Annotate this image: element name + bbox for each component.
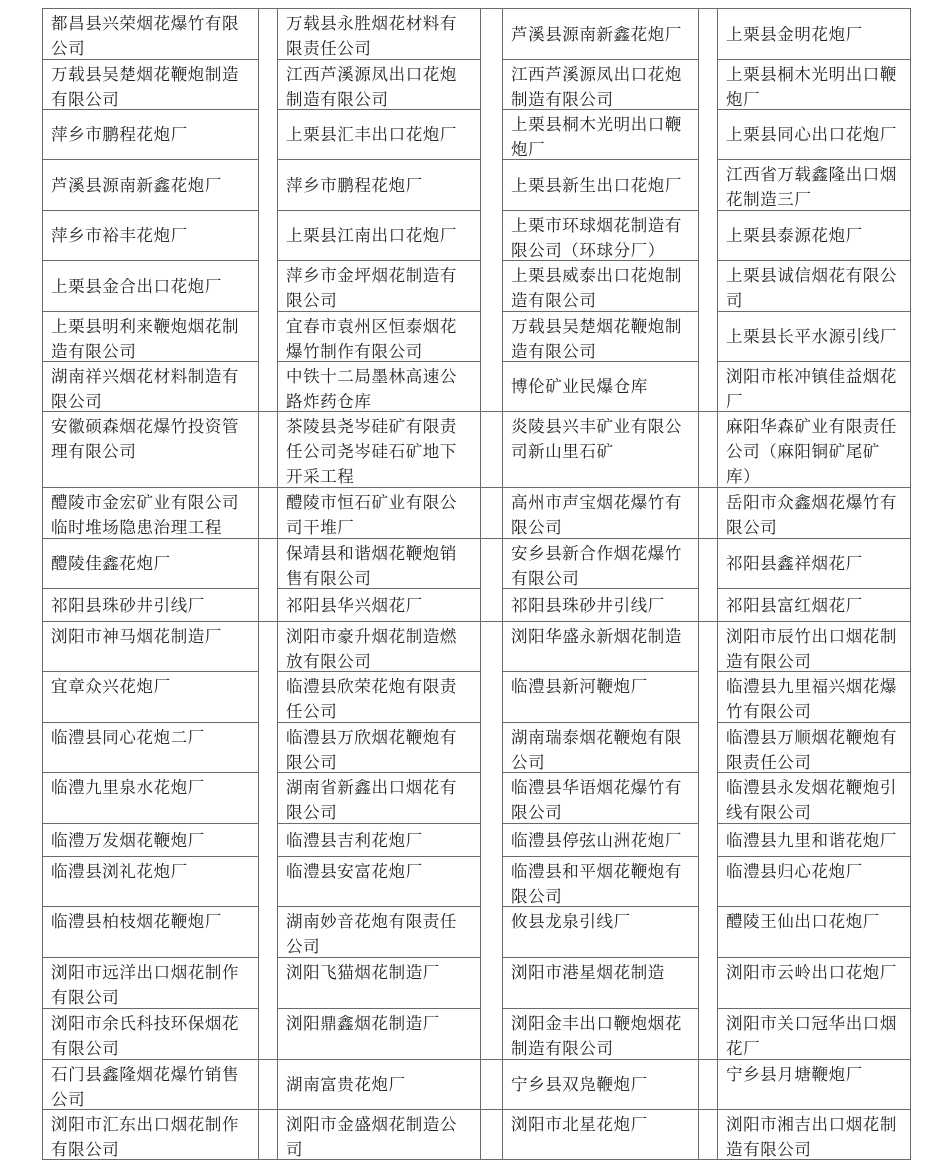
company-cell <box>718 1009 911 1060</box>
company-name: 临澧县万欣烟花鞭炮有限公司 <box>286 728 457 772</box>
company-name: 临澧县吉利花炮厂 <box>286 830 423 850</box>
company-name: 上栗县桐木光明出口鞭炮厂 <box>511 115 682 159</box>
company-name: 都昌县兴荣烟花爆竹有限公司 <box>51 14 240 58</box>
gutter-divider <box>481 538 502 539</box>
company-cell <box>718 110 911 160</box>
company-cell <box>43 589 259 622</box>
company-cell <box>278 488 481 539</box>
company-cell <box>718 907 911 958</box>
company-cell <box>278 160 481 211</box>
company-name: 博伦矿业民爆仓库 <box>511 377 648 396</box>
company-name: 芦溪县源南新鑫花炮厂 <box>51 175 222 195</box>
company-name: 临澧万发烟花鞭炮厂 <box>51 830 205 850</box>
company-name: 浏阳市关口冠华出口烟花厂 <box>726 1014 897 1058</box>
company-name: 临澧县柏枝烟花鞭炮厂 <box>51 912 222 931</box>
company-cell <box>278 539 481 589</box>
company-cell <box>503 9 699 60</box>
company-cell <box>43 907 259 958</box>
company-cell <box>278 261 481 312</box>
company-name: 上栗县江南出口花炮厂 <box>286 226 457 245</box>
company-cell <box>503 857 699 907</box>
company-name: 上栗县明利来鞭炮烟花制造有限公司 <box>51 317 240 361</box>
company-cell <box>718 60 911 110</box>
company-name: 江西芦溪源凤出口花炮制造有限公司 <box>511 65 682 109</box>
company-name: 临澧县浏礼花炮厂 <box>51 862 188 881</box>
company-cell <box>278 672 481 723</box>
company-cell <box>278 824 481 857</box>
company-cell <box>43 857 259 907</box>
gutter-divider <box>481 487 502 488</box>
company-cell <box>43 488 259 539</box>
company-cell <box>718 160 911 211</box>
company-cell <box>43 412 259 488</box>
company-cell <box>278 211 481 261</box>
company-name: 上栗县长平水源引线厂 <box>726 327 897 346</box>
company-name: 萍乡市鹏程花炮厂 <box>51 125 188 144</box>
company-name: 祁阳县珠砂井引线厂 <box>51 595 205 615</box>
company-cell <box>718 488 911 539</box>
company-name: 茶陵县尧岑硅矿有限责任公司尧岑硅石矿地下开采工程 <box>286 417 457 486</box>
company-name: 上栗县汇丰出口花炮厂 <box>286 125 457 144</box>
company-name: 祁阳县珠砂井引线厂 <box>511 595 665 615</box>
company-name: 临澧县归心花炮厂 <box>726 862 863 881</box>
company-name: 萍乡市裕丰花炮厂 <box>51 226 188 245</box>
gutter-divider <box>259 1109 277 1110</box>
gutter-divider <box>699 621 717 622</box>
company-cell <box>503 773 699 824</box>
company-name: 江西省万载鑫隆出口烟花制造三厂 <box>726 165 897 209</box>
company-cell <box>278 589 481 622</box>
company-cell <box>43 1110 259 1160</box>
company-cell <box>718 1110 911 1160</box>
company-name: 万载县吴楚烟花鞭炮制造有限公司 <box>51 65 240 109</box>
company-cell <box>503 412 699 488</box>
company-name: 浏阳市辰竹出口烟花制造有限公司 <box>726 627 897 671</box>
company-name: 浏阳市豪升烟花制造燃放有限公司 <box>286 627 457 671</box>
company-cell <box>503 362 699 412</box>
company-cell <box>503 60 699 110</box>
company-name: 上栗县同心出口花炮厂 <box>726 125 897 144</box>
company-cell <box>43 362 259 412</box>
company-name: 上栗县诚信烟花有限公司 <box>726 266 897 310</box>
gutter-divider <box>699 411 717 412</box>
column-gutter <box>259 9 278 1159</box>
company-cell <box>718 261 911 312</box>
company-cell <box>718 723 911 773</box>
company-cell <box>503 622 699 672</box>
company-cell <box>503 907 699 958</box>
company-cell <box>503 110 699 160</box>
company-cell <box>278 312 481 362</box>
company-cell <box>718 362 911 412</box>
company-cell <box>503 1060 699 1110</box>
gutter-divider <box>259 411 277 412</box>
company-name: 安徽硕森烟花爆竹投资管理有限公司 <box>51 417 240 461</box>
company-cell <box>278 773 481 824</box>
company-cell <box>43 723 259 773</box>
company-name: 上栗县泰源花炮厂 <box>726 226 863 245</box>
company-name: 浏阳市枨冲镇佳益烟花厂 <box>726 367 897 411</box>
company-name: 临澧县安富花炮厂 <box>286 862 423 881</box>
company-cell <box>43 824 259 857</box>
company-name: 安乡县新合作烟花爆竹有限公司 <box>511 544 682 588</box>
company-name: 祁阳县富红烟花厂 <box>726 595 863 615</box>
company-name: 浏阳市远洋出口烟花制作有限公司 <box>51 963 240 1007</box>
gutter-divider <box>699 538 717 539</box>
company-name: 保靖县和谐烟花鞭炮销售有限公司 <box>286 544 457 588</box>
company-name: 湖南瑞泰烟花鞭炮有限公司 <box>511 728 682 772</box>
company-name: 上栗县威泰出口花炮制造有限公司 <box>511 266 682 310</box>
company-name: 醴陵市恒石矿业有限公司干堆厂 <box>286 493 457 537</box>
company-cell <box>718 539 911 589</box>
company-name: 江西芦溪源凤出口花炮制造有限公司 <box>286 65 457 109</box>
company-name: 攸县龙泉引线厂 <box>511 912 631 931</box>
company-name: 祁阳县鑫祥烟花厂 <box>726 554 863 573</box>
company-name: 芦溪县源南新鑫花炮厂 <box>511 24 682 44</box>
gutter-divider <box>699 487 717 488</box>
company-cell <box>718 9 911 60</box>
company-cell <box>503 1009 699 1060</box>
company-name: 临澧县同心花炮二厂 <box>51 728 205 747</box>
column-gutter <box>481 9 503 1159</box>
gutter-divider <box>481 411 502 412</box>
company-name: 浏阳市港星烟花制造 <box>511 963 665 982</box>
company-cell <box>278 907 481 958</box>
company-name: 上栗县金明花炮厂 <box>726 24 863 44</box>
company-cell <box>43 672 259 723</box>
company-cell <box>43 60 259 110</box>
company-name: 石门县鑫隆烟花爆竹销售公司 <box>51 1065 240 1109</box>
company-name: 湖南祥兴烟花材料制造有限公司 <box>51 367 240 411</box>
company-name: 宜春市袁州区恒泰烟花爆竹制作有限公司 <box>286 317 457 361</box>
company-cell <box>43 160 259 211</box>
company-cell <box>278 60 481 110</box>
company-cell <box>43 958 259 1009</box>
company-cell <box>503 672 699 723</box>
company-cell <box>43 1060 259 1110</box>
company-name: 临澧县万顺烟花鞭炮有限责任公司 <box>726 728 897 772</box>
company-cell <box>718 958 911 1009</box>
company-cell <box>718 773 911 824</box>
company-name: 上栗县金合出口花炮厂 <box>51 276 222 296</box>
company-name: 高州市声宝烟花爆竹有限公司 <box>511 493 682 537</box>
company-cell <box>43 539 259 589</box>
company-name: 湖南富贵花炮厂 <box>286 1075 406 1094</box>
company-cell <box>43 211 259 261</box>
company-cell <box>43 773 259 824</box>
company-cell <box>278 958 481 1009</box>
company-name: 万载县永胜烟花材料有限责任公司 <box>286 14 457 58</box>
gutter-divider <box>259 621 277 622</box>
company-name: 浏阳市余氏科技环保烟花有限公司 <box>51 1014 240 1058</box>
company-name: 浏阳市金盛烟花制造公司 <box>286 1115 457 1159</box>
company-name: 萍乡市金坪烟花制造有限公司 <box>286 266 457 310</box>
company-name: 临澧县新河鞭炮厂 <box>511 677 648 696</box>
gutter-divider <box>699 1109 717 1110</box>
gutter-divider <box>699 1059 717 1060</box>
company-name: 浏阳飞猫烟花制造厂 <box>286 963 440 982</box>
company-name: 上栗县桐木光明出口鞭炮厂 <box>726 65 897 109</box>
company-cell <box>503 723 699 773</box>
company-name: 萍乡市鹏程花炮厂 <box>286 175 423 195</box>
company-cell <box>43 1009 259 1060</box>
company-cell <box>503 160 699 211</box>
company-cell <box>278 110 481 160</box>
company-name: 浏阳鼎鑫烟花制造厂 <box>286 1014 440 1033</box>
company-cell <box>503 589 699 622</box>
company-cell <box>278 1009 481 1060</box>
company-cell <box>503 824 699 857</box>
company-name: 醴陵王仙出口花炮厂 <box>726 912 880 931</box>
company-cell <box>503 1110 699 1160</box>
company-name: 临澧九里泉水花炮厂 <box>51 778 205 797</box>
company-name: 湖南省新鑫出口烟花有限公司 <box>286 778 457 822</box>
company-cell <box>718 412 911 488</box>
company-name: 浏阳市神马烟花制造厂 <box>51 627 222 646</box>
company-cell <box>503 488 699 539</box>
company-name: 宁乡县双凫鞭炮厂 <box>511 1075 648 1094</box>
company-name: 麻阳华森矿业有限责任公司（麻阳铜矿尾矿库） <box>726 417 897 486</box>
company-cell <box>718 824 911 857</box>
company-cell <box>278 9 481 60</box>
company-cell <box>718 672 911 723</box>
company-cell <box>503 211 699 261</box>
company-name: 临澧县九里福兴烟花爆竹有限公司 <box>726 677 897 721</box>
gutter-divider <box>481 621 502 622</box>
company-table <box>42 8 911 1160</box>
company-name: 临澧县和平烟花鞭炮有限公司 <box>511 862 682 906</box>
company-cell <box>718 312 911 362</box>
column-gutter <box>699 9 718 1159</box>
company-name: 湖南妙音花炮有限责任公司 <box>286 912 457 956</box>
company-cell <box>718 589 911 622</box>
company-name: 醴陵市金宏矿业有限公司临时堆场隐患治理工程 <box>51 493 240 537</box>
company-cell <box>43 110 259 160</box>
company-name: 临澧县华语烟花爆竹有限公司 <box>511 778 682 822</box>
company-name: 祁阳县华兴烟花厂 <box>286 595 423 615</box>
gutter-divider <box>481 1059 502 1060</box>
company-name: 浏阳市北星花炮厂 <box>511 1115 648 1134</box>
company-name: 炎陵县兴丰矿业有限公司新山里石矿 <box>511 417 682 461</box>
company-name: 上栗县新生出口花炮厂 <box>511 175 682 195</box>
company-name: 临澧县永发烟花鞭炮引线有限公司 <box>726 778 897 822</box>
company-name: 临澧县停弦山洲花炮厂 <box>511 830 682 850</box>
company-cell <box>278 723 481 773</box>
company-name: 万载县吴楚烟花鞭炮制造有限公司 <box>511 317 682 361</box>
company-name: 中铁十二局墨林高速公路炸药仓库 <box>286 367 457 411</box>
company-cell <box>278 857 481 907</box>
company-cell <box>718 857 911 907</box>
company-cell <box>503 312 699 362</box>
gutter-divider <box>259 1059 277 1060</box>
company-name: 浏阳市汇东出口烟花制作有限公司 <box>51 1115 240 1159</box>
company-name: 宁乡县月塘鞭炮厂 <box>726 1065 863 1084</box>
company-cell <box>278 412 481 488</box>
company-cell <box>43 622 259 672</box>
company-cell <box>278 1110 481 1160</box>
company-cell <box>43 261 259 312</box>
company-cell <box>278 362 481 412</box>
gutter-divider <box>259 487 277 488</box>
gutter-divider <box>481 1109 502 1110</box>
company-name: 浏阳金丰出口鞭炮烟花制造有限公司 <box>511 1014 682 1058</box>
company-cell <box>278 1060 481 1110</box>
company-cell <box>43 312 259 362</box>
company-cell <box>718 211 911 261</box>
company-name: 浏阳市湘吉出口烟花制造有限公司 <box>726 1115 897 1159</box>
company-cell <box>278 622 481 672</box>
company-cell <box>503 539 699 589</box>
company-name: 浏阳华盛永新烟花制造 <box>511 627 682 646</box>
company-name: 醴陵佳鑫花炮厂 <box>51 554 171 573</box>
company-cell <box>718 622 911 672</box>
company-name: 临澧县欣荣花炮有限责任公司 <box>286 677 457 721</box>
gutter-divider <box>259 538 277 539</box>
company-cell <box>43 9 259 60</box>
company-cell <box>503 958 699 1009</box>
company-cell <box>503 261 699 312</box>
company-cell <box>718 1060 911 1110</box>
company-name: 上栗市环球烟花制造有限公司（环球分厂） <box>511 216 682 260</box>
company-name: 岳阳市众鑫烟花爆竹有限公司 <box>726 493 897 537</box>
company-name: 临澧县九里和谐花炮厂 <box>726 830 897 850</box>
company-name: 宜章众兴花炮厂 <box>51 677 171 696</box>
company-name: 浏阳市云岭出口花炮厂 <box>726 963 897 982</box>
